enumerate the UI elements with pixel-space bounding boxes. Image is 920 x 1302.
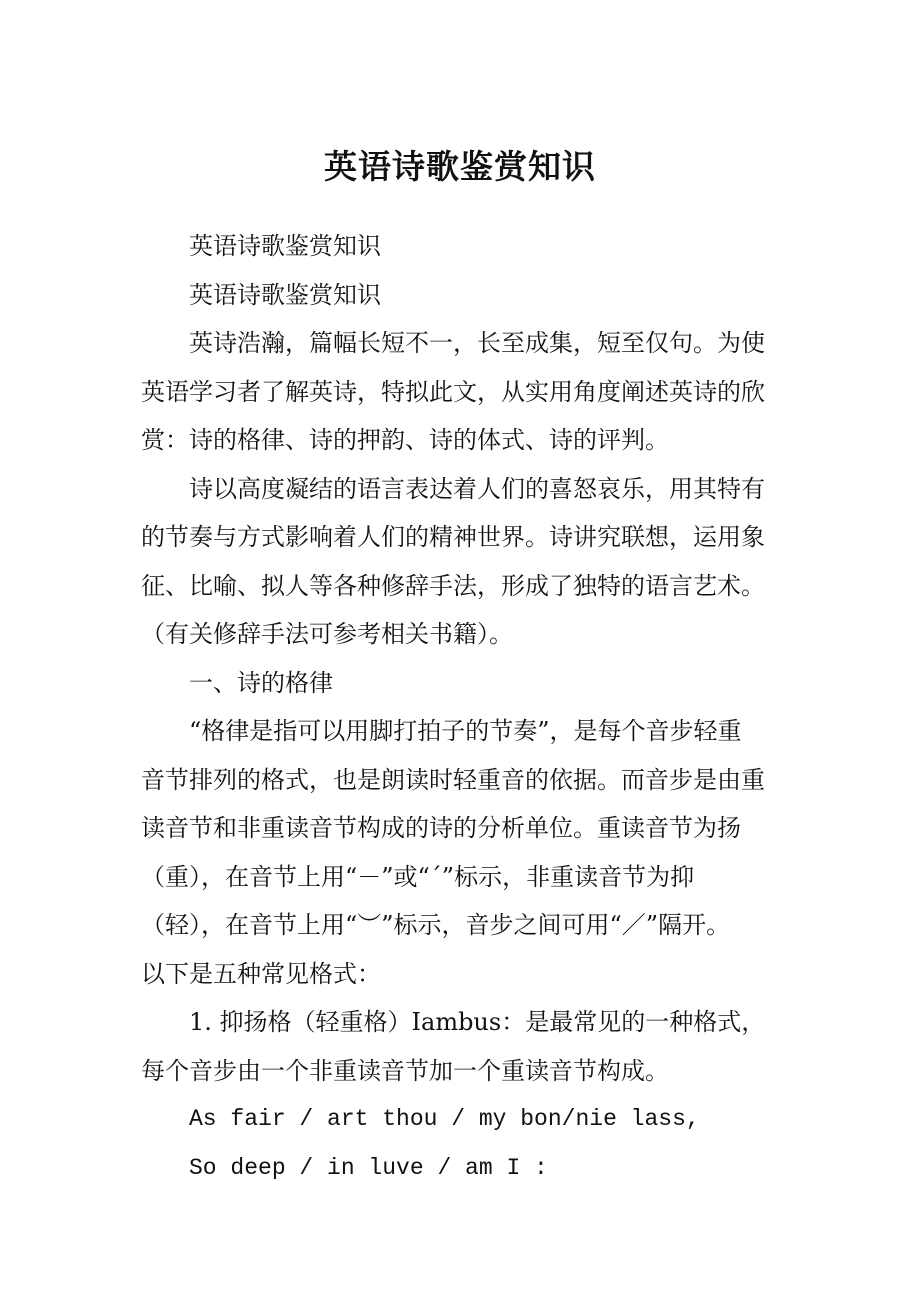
paragraph-meter-definition [141,707,801,998]
line: 英语诗歌鉴赏知识 [189,280,381,309]
line: 音节排列的格式，也是朗读时轻重音的依据。而音步是由重 [141,765,765,794]
line: 读音节和非重读音节构成的诗的分析单位。重读音节为扬 [141,814,741,842]
paragraph-intro [141,319,801,465]
line: 一、诗的格律 [189,668,333,697]
line: 1. 抑扬格（轻重格）Iambus：是最常见的一种格式， [189,1008,766,1036]
paragraph-iambus [141,998,801,1095]
line: （重），在音节上用“－”或“ˊ”标示，非重读音节为抑 [141,862,695,891]
line: 英诗浩瀚，篇幅长短不一，长至成集，短至仅句。为使 [189,329,765,357]
line: 赏：诗的格律、诗的押韵、诗的体式、诗的评判。 [141,426,669,454]
section-heading-meter [141,659,801,708]
document-title: 英语诗歌鉴赏知识 [324,147,596,186]
line: 以下是五种常见格式： [141,959,381,988]
poem-line-1 [141,1095,801,1144]
line: 英语学习者了解英诗，特拟此文，从实用角度阐述英诗的欣 [141,377,765,406]
line: 的节奏与方式影响着人们的精神世界。诗讲究联想，运用象 [141,523,765,551]
line: 每个音步由一个非重读音节加一个重读音节构成。 [141,1056,669,1085]
paragraph-poetry-language [141,465,801,659]
line: 英语诗歌鉴赏知识 [189,232,381,260]
line: As fair / art thou / my bon/nie lass, [189,1106,700,1132]
line: 征、比喻、拟人等各种修辞手法，形成了独特的语言艺术。 [141,571,765,600]
paragraph-2 [141,271,801,320]
line: （轻），在音节上用“︶”标示，音步之间可用“／”隔开。 [141,911,731,939]
line: So deep / in luve / am I : [189,1154,548,1181]
paragraph-1 [141,222,801,271]
line: “格律是指可以用脚打拍子的节奏”，是每个音步轻重 [189,717,742,745]
poem-line-2 [141,1144,801,1193]
line: （有关修辞手法可参考相关书籍）。 [141,620,513,648]
document-body [141,222,801,1192]
line: 诗以高度凝结的语言表达着人们的喜怒哀乐，用其特有 [189,474,765,503]
